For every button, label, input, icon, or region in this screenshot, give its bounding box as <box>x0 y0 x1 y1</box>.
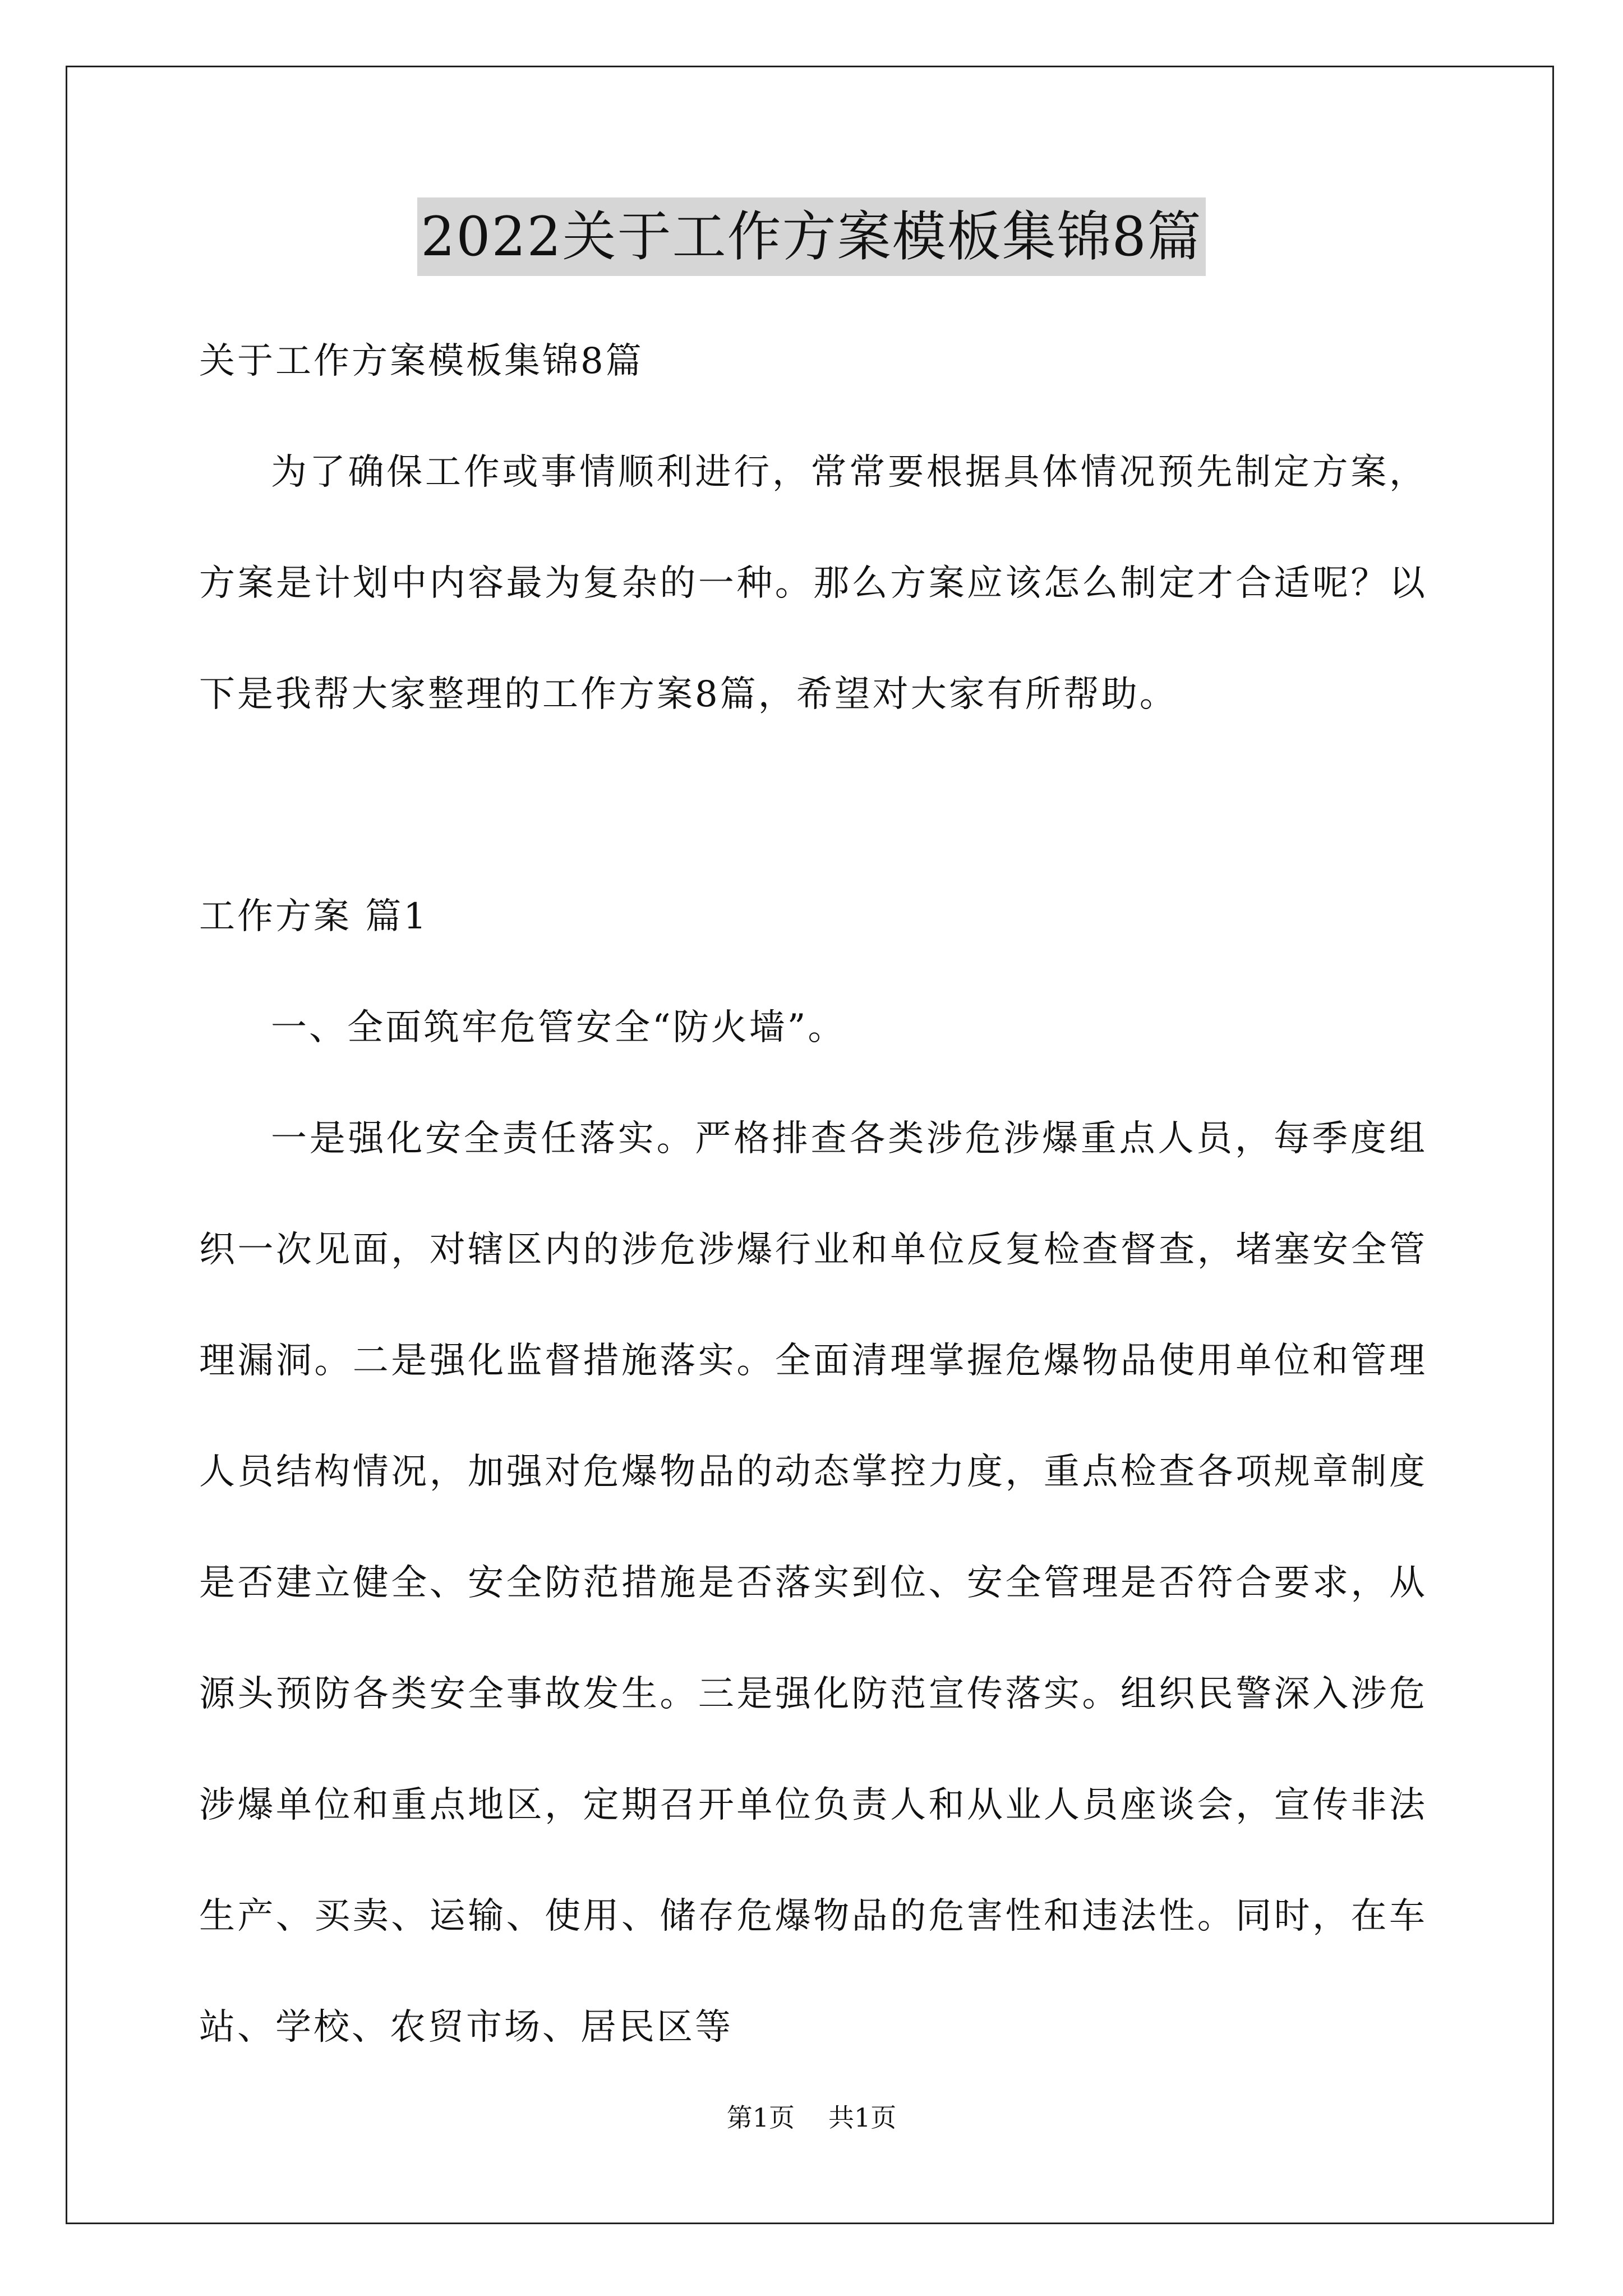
page-footer <box>0 2101 1623 2134</box>
intro-paragraph: 为了确保工作或事情顺利进行，常常要根据具体情况预先制定方案，方案是计划中内容最为复杂的一种。那么方案应该怎么制定才合适呢？以下是我帮大家整理的工作方案8篇，希望对大家有所帮助。 <box>199 452 1427 715</box>
section-subheading: 一、全面筑牢危管安全“防火墙”。 <box>271 1007 846 1048</box>
section-heading: 工作方案 篇1 <box>199 896 429 937</box>
subtitle-paragraph: 关于工作方案模板集锦8篇 <box>199 341 644 382</box>
document-body <box>199 306 1427 2083</box>
page-number: 第1页 <box>726 2102 795 2133</box>
title-container <box>0 197 1623 276</box>
page-total: 共1页 <box>828 2102 897 2133</box>
body-paragraph: 一是强化安全责任落实。严格排查各类涉危涉爆重点人员，每季度组织一次见面，对辖区内的涉危涉爆行业和单位反复检查督查，堵塞安全管理漏洞。二是强化监督措施落实。全面清理掌握危爆物品使用单位和管理人员结构情况，加强对危爆物品的动态掌控力度，重点检查各项规章制度是否建立健全、安全防范措施是否落实到位、安全管理是否符合要求，从源头预防各类安全事故发生。三是强化防范宣传落实。组织民警深入涉危涉爆单位和重点地区，定期召开单位负责人和从业人员座谈会，宣传非法生产、买卖、运输、使用、储存危爆物品的危害性和违法性。同时，在车站、学校、农贸市场、居民区等 <box>199 1118 1427 2048</box>
document-title: 2022关于工作方案模板集锦8篇 <box>417 197 1205 276</box>
